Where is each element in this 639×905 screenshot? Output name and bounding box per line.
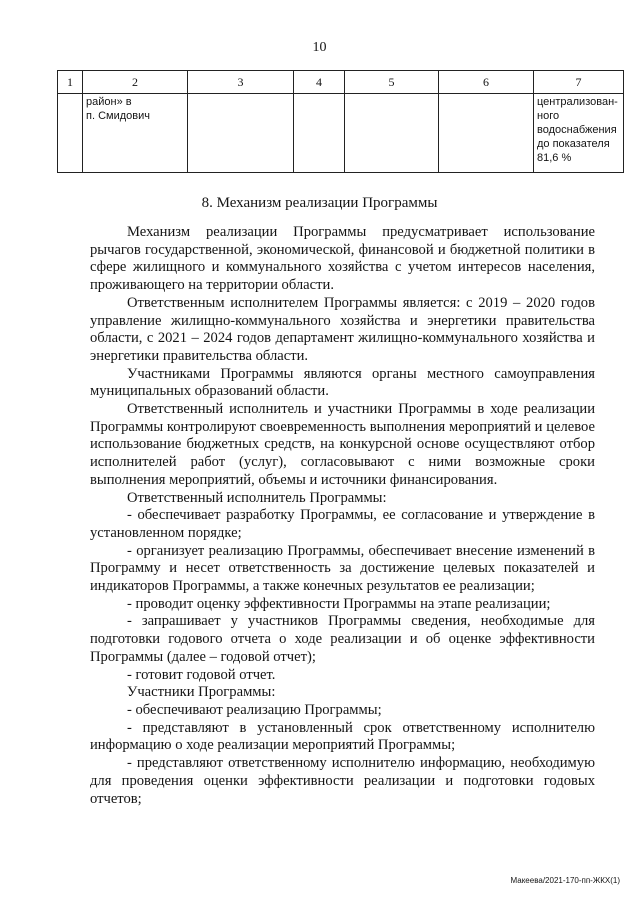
paragraph: Ответственный исполнитель и участники Программы в ходе реализации Программы контролируют своевременность выполнения мероприятий и целевое использование бюджетных средств, на конкурсной основе осуществляют отбор исполнителей работ (услуг), согласовывают с ними возможные сроки выполнения мероприятий, объемы и источники финансирования. [90,401,595,488]
table-header-row [58,71,624,94]
list-item: - организует реализацию Программы, обеспечивает внесение изменений в Программу и несет ответственность за достижение целевых показателей и индикаторов Программы, а также конечных результатов ее реализации; [90,542,595,595]
table-cell: централизован- ного водоснабжения до показателя 81,6 % [534,94,624,173]
table-cell [188,94,294,173]
list-item: - готовит годовой отчет. [127,666,276,683]
table-cell: район» в п. Смидович [83,94,188,173]
column-header: 7 [534,71,624,94]
column-header: 5 [345,71,439,94]
list-item: - обеспечивают реализацию Программы; [127,701,382,718]
table-row [58,94,624,173]
document-footer-code: Макеева/2021-170-пп-ЖКХ(1) [510,876,620,885]
page-number: 10 [312,40,327,55]
continuation-table [57,70,624,173]
column-header: 2 [83,71,188,94]
paragraph: Участники Программы: [127,684,276,701]
column-header: 4 [294,71,345,94]
paragraph: Ответственным исполнителем Программы является: с 2019 – 2020 годов управление жилищно-коммунального хозяйства и энергетики правительства области, с 2021 – 2024 годов департамент жилищно-коммунального хозяйства и энергетики правительства области. [90,294,595,364]
paragraph: Механизм реализации Программы предусматривает использование рычагов государственной, экономической, финансовой и бюджетной политики в сфере жилищного и коммунального хозяйства с учетом интересов населения, проживающего на территории области. [90,224,595,294]
list-item: - проводит оценку эффективности Программы на этапе реализации; [127,595,551,612]
column-header: 1 [58,71,83,94]
column-header: 3 [188,71,294,94]
column-header: 6 [439,71,534,94]
paragraph: Ответственный исполнитель Программы: [127,489,387,506]
paragraph: Участниками Программы являются органы местного самоуправления муниципальных образований области. [90,365,595,400]
table-cell [439,94,534,173]
table-cell [58,94,83,173]
table-cell [294,94,345,173]
section-title: 8. Механизм реализации Программы [201,195,438,211]
table-cell [345,94,439,173]
list-item: - представляют ответственному исполнителю информацию, необходимую для проведения оценки эффективности реализации и подготовки годовых отчетов; [90,755,595,807]
list-item: - запрашивает у участников Программы сведения, необходимые для подготовки годового отчета о ходе реализации и об оценке эффективности Программы (далее – годовой отчет); [90,613,595,665]
section-body [90,224,595,808]
list-item: - обеспечивает разработку Программы, ее согласование и утверждение в установленном порядке; [90,507,595,541]
list-item: - представляют в установленный срок ответственному исполнителю информацию о ходе реализации мероприятий Программы; [90,719,595,754]
